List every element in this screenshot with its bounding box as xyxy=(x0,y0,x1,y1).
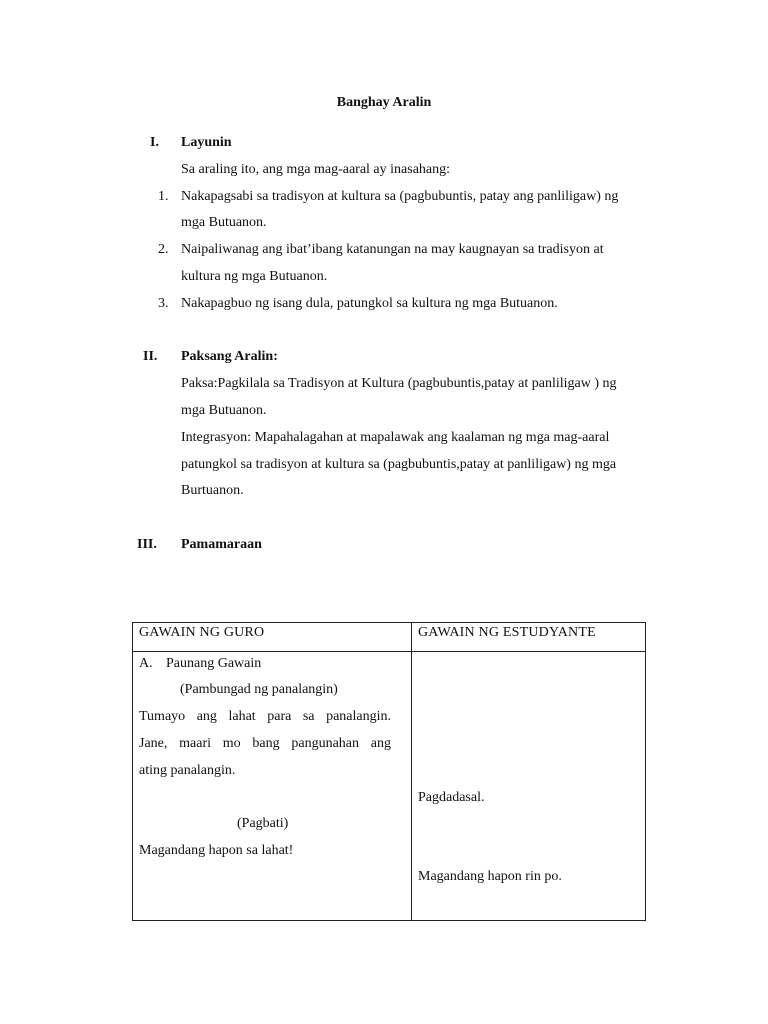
section-1-numeral: I. xyxy=(150,135,159,150)
section-3-numeral: III. xyxy=(137,537,157,552)
greeting-subheading: (Pagbati) xyxy=(237,816,289,831)
student-reply-greeting: Magandang hapon rin po. xyxy=(418,869,562,884)
activity-letter: A. xyxy=(139,656,153,671)
table-row xyxy=(133,652,646,921)
objective-1-line2: mga Butuanon. xyxy=(181,215,267,230)
section-3-heading: Pamamaraan xyxy=(181,537,262,552)
instruction-line-1: Tumayo ang lahat para sa panalangin. xyxy=(139,709,391,724)
section-2-heading: Paksang Aralin: xyxy=(181,349,278,364)
objective-1-line1: Nakapagsabi sa tradisyon at kultura sa (pagbubuntis, patay ang panliligaw) ng xyxy=(181,189,619,204)
teacher-greeting: Magandang hapon sa lahat! xyxy=(139,843,294,858)
objective-2-line1: Naipaliwanag ang ibat’ibang katanungan na may kaugnayan sa tradisyon at xyxy=(181,242,604,257)
topic-line-1: Paksa:Pagkilala sa Tradisyon at Kultura (pagbubuntis,patay at panliligaw ) ng xyxy=(181,376,617,391)
table-header-row xyxy=(133,623,646,652)
opening-prayer-subheading: (Pambungad ng panalangin) xyxy=(180,682,338,697)
section-2-numeral: II. xyxy=(143,349,158,364)
objective-3-number: 3. xyxy=(158,296,169,311)
instruction-line-3: ating panalangin. xyxy=(139,763,236,778)
integration-line-1: Integrasyon: Mapahalagahan at mapalawak ang kaalaman ng mga mag-aaral xyxy=(181,430,610,445)
activity-label: Paunang Gawain xyxy=(166,656,262,671)
document-title: Banghay Aralin xyxy=(336,95,432,110)
instruction-line-2: Jane, maari mo bang pangunahan ang xyxy=(139,736,391,751)
objective-2-line2: kultura ng mga Butuanon. xyxy=(181,269,328,284)
objective-2-number: 2. xyxy=(158,242,169,257)
student-activity-cell xyxy=(412,652,646,921)
header-student-activity: GAWAIN NG ESTUDYANTE xyxy=(412,623,646,652)
integration-line-2: patungkol sa tradisyon at kultura sa (pagbubuntis,patay at panliligaw) ng mga xyxy=(181,457,617,472)
section-1-intro: Sa araling ito, ang mga mag-aaral ay inasahang: xyxy=(181,162,451,177)
student-reply-prayer: Pagdadasal. xyxy=(418,790,485,805)
teacher-activity-cell xyxy=(133,652,412,921)
topic-line-2: mga Butuanon. xyxy=(181,403,267,418)
header-teacher-activity: GAWAIN NG GURO xyxy=(133,623,412,652)
integration-line-3: Burtuanon. xyxy=(181,483,244,498)
section-1-heading: Layunin xyxy=(181,135,232,150)
objective-3-line1: Nakapagbuo ng isang dula, patungkol sa kultura ng mga Butuanon. xyxy=(181,296,558,311)
objective-1-number: 1. xyxy=(158,189,169,204)
activity-table xyxy=(132,622,646,921)
